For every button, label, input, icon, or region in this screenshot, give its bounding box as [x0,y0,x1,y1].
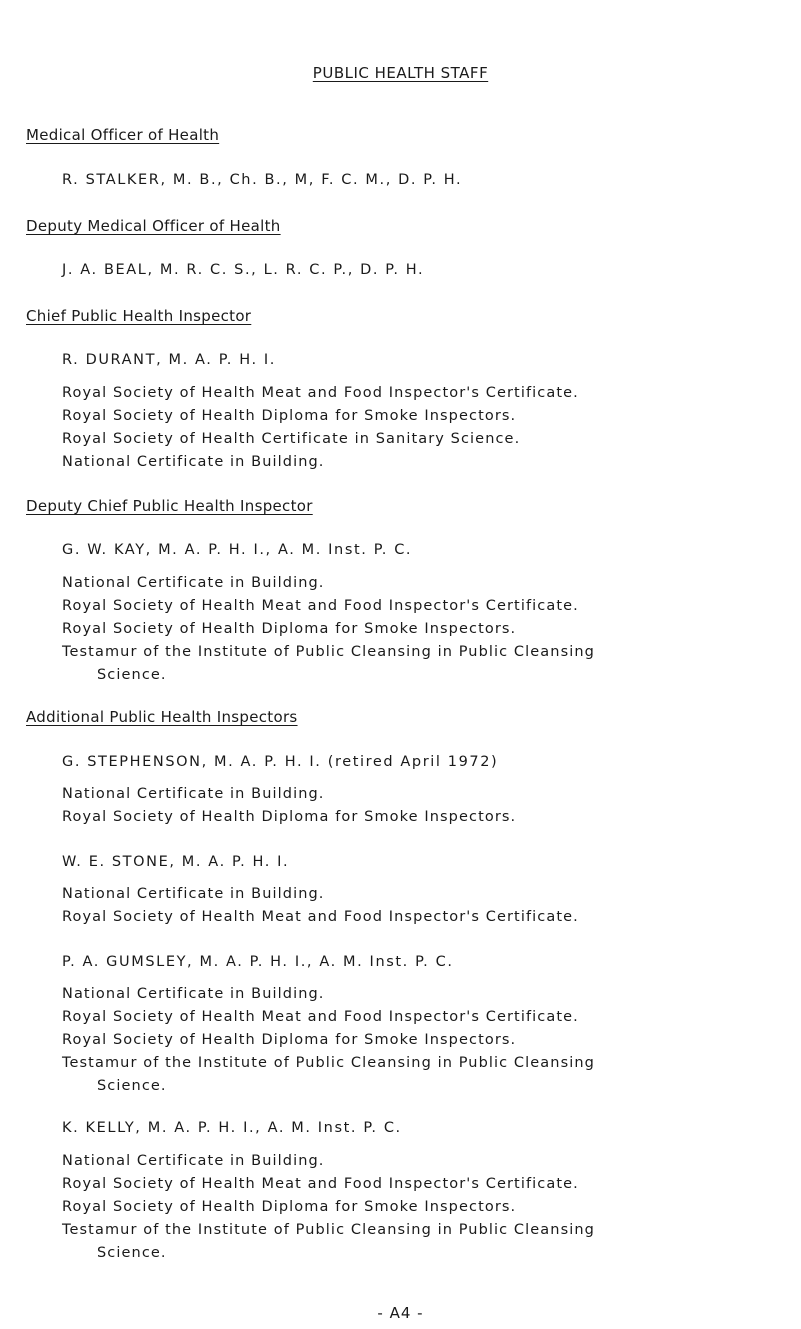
staff-name: K. KELLY, M. A. P. H. I., A. M. Inst. P. C. [62,1120,402,1136]
staff-name: J. A. BEAL, M. R. C. S., L. R. C. P., D. P. H. [62,262,425,278]
staff-name: G. STEPHENSON, M. A. P. H. I. (retired April 1972) [62,754,499,770]
page-title: PUBLIC HEALTH STAFF [312,64,489,82]
qualification-line: Royal Society of Health Meat and Food Inspector's Certificate. [62,1009,579,1025]
qualification-line: National Certificate in Building. [62,986,325,1002]
staff-name: R. STALKER, M. B., Ch. B., M, F. C. M., D. P. H. [62,172,463,188]
qualification-line: Royal Society of Health Diploma for Smoke Inspectors. [62,621,517,637]
qualification-line-continued: Science. [97,667,167,683]
qualification-line: National Certificate in Building. [62,454,325,470]
qualification-line: National Certificate in Building. [62,575,325,591]
qualification-line: Royal Society of Health Diploma for Smoke Inspectors. [62,1199,517,1215]
staff-name: R. DURANT, M. A. P. H. I. [62,352,276,368]
qualification-line: Testamur of the Institute of Public Cleansing in Public Cleansing [62,1222,595,1238]
qualification-line: Royal Society of Health Diploma for Smoke Inspectors. [62,809,517,825]
section-heading-additional-phi: Additional Public Health Inspectors [26,708,298,726]
staff-name: G. W. KAY, M. A. P. H. I., A. M. Inst. P. C. [62,542,413,558]
page-number: - A4 - [377,1304,424,1322]
qualification-line-continued: Science. [97,1245,167,1261]
section-heading-deputy-moh: Deputy Medical Officer of Health [26,217,281,235]
qualification-line: Royal Society of Health Diploma for Smoke Inspectors. [62,408,517,424]
qualification-line: Royal Society of Health Meat and Food Inspector's Certificate. [62,1176,579,1192]
qualification-line: National Certificate in Building. [62,786,325,802]
qualification-line: Royal Society of Health Meat and Food Inspector's Certificate. [62,385,579,401]
section-heading-moh: Medical Officer of Health [26,126,220,144]
qualification-line: Testamur of the Institute of Public Cleansing in Public Cleansing [62,644,595,660]
section-heading-deputy-chief-phi: Deputy Chief Public Health Inspector [26,497,313,515]
qualification-line-continued: Science. [97,1078,167,1094]
qualification-line: Royal Society of Health Diploma for Smoke Inspectors. [62,1032,517,1048]
qualification-line: National Certificate in Building. [62,886,325,902]
qualification-line: National Certificate in Building. [62,1153,325,1169]
section-heading-chief-phi: Chief Public Health Inspector [26,307,252,325]
staff-name: P. A. GUMSLEY, M. A. P. H. I., A. M. Inst. P. C. [62,954,454,970]
staff-name: W. E. STONE, M. A. P. H. I. [62,854,290,870]
qualification-line: Royal Society of Health Meat and Food Inspector's Certificate. [62,909,579,925]
qualification-line: Testamur of the Institute of Public Cleansing in Public Cleansing [62,1055,595,1071]
qualification-line: Royal Society of Health Certificate in Sanitary Science. [62,431,521,447]
qualification-line: Royal Society of Health Meat and Food Inspector's Certificate. [62,598,579,614]
